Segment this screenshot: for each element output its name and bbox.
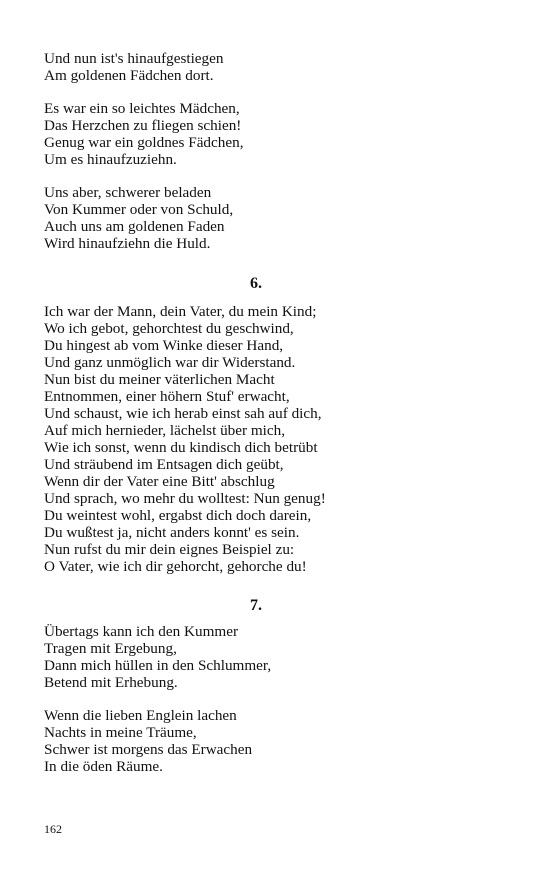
section-number: 7. bbox=[250, 597, 262, 614]
section-number: 6. bbox=[250, 275, 262, 292]
poem-line: Auf mich hernieder, lächelst über mich, bbox=[44, 422, 286, 439]
poem-line: Tragen mit Ergebung, bbox=[44, 640, 177, 657]
poem-line: Von Kummer oder von Schuld, bbox=[44, 201, 234, 218]
poem-line: Und sprach, wo mehr du wolltest: Nun genug! bbox=[44, 490, 326, 507]
poem-line: Ich war der Mann, dein Vater, du mein Kind; bbox=[44, 303, 317, 320]
poem-line: Nun rufst du mir dein eignes Beispiel zu: bbox=[44, 541, 295, 558]
poem-line: Wie ich sonst, wenn du kindisch dich betrübt bbox=[44, 439, 318, 456]
poem-line: Um es hinaufzuziehn. bbox=[44, 151, 177, 168]
poem-line: Wo ich gebot, gehorchtest du geschwind, bbox=[44, 320, 294, 337]
poem-line: Und ganz unmöglich war dir Widerstand. bbox=[44, 354, 296, 371]
poem-line: Du hingest ab vom Winke dieser Hand, bbox=[44, 337, 284, 354]
poem-line: Du weintest wohl, ergabst dich doch darein, bbox=[44, 507, 312, 524]
poem-line: Am goldenen Fädchen dort. bbox=[44, 67, 214, 84]
poem-line: Betend mit Erhebung. bbox=[44, 674, 178, 691]
poem-line: Wenn die lieben Englein lachen bbox=[44, 707, 237, 724]
poem-line: Entnommen, einer höhern Stuf' erwacht, bbox=[44, 388, 290, 405]
poem-line: Wenn dir der Vater eine Bitt' abschlug bbox=[44, 473, 275, 490]
poem-line: O Vater, wie ich dir gehorcht, gehorche du! bbox=[44, 558, 307, 575]
poem-line: Dann mich hüllen in den Schlummer, bbox=[44, 657, 272, 674]
poem-line: Nachts in meine Träume, bbox=[44, 724, 197, 741]
poem-line: In die öden Räume. bbox=[44, 758, 163, 775]
poem-line: Uns aber, schwerer beladen bbox=[44, 184, 212, 201]
poem-line: Das Herzchen zu fliegen schien! bbox=[44, 117, 242, 134]
page-number: 162 bbox=[44, 822, 62, 836]
poem-line: Du wußtest ja, nicht anders konnt' es sein. bbox=[44, 524, 300, 541]
poem-line: Und sträubend im Entsagen dich geübt, bbox=[44, 456, 284, 473]
poem-line: Wird hinaufziehn die Huld. bbox=[44, 235, 211, 252]
poem-line: Auch uns am goldenen Faden bbox=[44, 218, 225, 235]
poem-line: Es war ein so leichtes Mädchen, bbox=[44, 100, 240, 117]
poem-line: Übertags kann ich den Kummer bbox=[44, 623, 239, 640]
poem-line: Schwer ist morgens das Erwachen bbox=[44, 741, 253, 758]
poem-line: Und schaust, wie ich herab einst sah auf dich, bbox=[44, 405, 322, 422]
poem-line: Und nun ist's hinaufgestiegen bbox=[44, 50, 224, 67]
poem-line: Genug war ein goldnes Fädchen, bbox=[44, 134, 244, 151]
poem-line: Nun bist du meiner väterlichen Macht bbox=[44, 371, 275, 388]
